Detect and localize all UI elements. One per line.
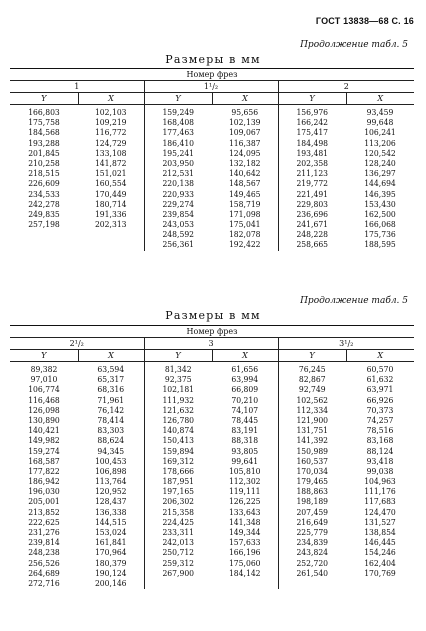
table-cell: 156,976 [296, 108, 329, 118]
table-cell: 130,890 [28, 415, 60, 426]
table-cell: 211,123 [296, 169, 329, 180]
table-cell: 149,982 [28, 436, 60, 447]
table-cell: 66,926 [366, 395, 394, 406]
table-cell: 216,649 [296, 517, 329, 528]
table-cell: 150,989 [296, 446, 329, 457]
table-1-col-x: X [346, 93, 414, 105]
table-cell: 229,274 [162, 199, 195, 210]
table-cell: 140,421 [28, 426, 60, 437]
table-cell: 109,219 [94, 118, 127, 129]
table-cell: 248,238 [28, 548, 60, 559]
table-cell: 92,375 [164, 375, 192, 386]
table-cell: 180,714 [94, 199, 127, 210]
table-cell: 109,067 [228, 128, 261, 139]
table-cell: 153,430 [364, 199, 396, 210]
table-cell: 76,142 [97, 405, 125, 416]
table-1-main-header: Номер фрез [10, 69, 414, 81]
table-cell: 234,839 [296, 538, 329, 549]
table-cell: 220,933 [162, 189, 195, 200]
table-cell: 243,824 [296, 548, 329, 559]
table-cell: 89,382 [30, 365, 58, 375]
table-1-col-y: Y [144, 93, 212, 105]
table-cell: 116,468 [28, 395, 60, 406]
table-cell: 202,358 [296, 158, 329, 169]
table-1-column [144, 105, 212, 251]
table-cell: 161,841 [94, 538, 127, 549]
table-cell: 191,336 [94, 209, 127, 220]
table-cell: 141,872 [94, 158, 127, 169]
table-cell: 158,719 [228, 199, 261, 210]
table-cell: 197,165 [162, 487, 195, 498]
table-1-col-x: X [212, 93, 278, 105]
table-cell: 112,334 [296, 405, 329, 416]
table-cell: 102,181 [162, 385, 195, 396]
table-cell: 70,373 [366, 405, 394, 416]
table-cell: 179,465 [296, 477, 329, 488]
table-cell: 170,964 [94, 548, 127, 559]
table-cell: 188,595 [364, 240, 396, 251]
table-cell: 175,736 [364, 230, 396, 241]
table-cell: 175,417 [296, 128, 329, 139]
table-2-main-header: Номер фрез [10, 326, 414, 338]
table-cell: 175,758 [28, 118, 60, 129]
table-cell: 210,258 [28, 158, 60, 169]
table-2-col-y: Y [278, 350, 346, 362]
table-cell: 234,533 [28, 189, 60, 200]
table-cell: 159,249 [162, 108, 195, 118]
table-cell: 160,554 [94, 179, 127, 190]
table-cell: 119,111 [228, 487, 261, 498]
table-cell: 83,303 [97, 426, 125, 437]
table-cell: 168,408 [162, 118, 195, 129]
table-cell: 154,246 [364, 548, 396, 559]
table-cell: 136,338 [94, 507, 127, 518]
table-cell: 88,124 [366, 446, 394, 457]
table-cell: 177,463 [162, 128, 195, 139]
table-1-col-y: Y [278, 93, 346, 105]
table-cell: 184,568 [28, 128, 60, 139]
table-cell: 106,774 [28, 385, 60, 396]
table-cell: 212,531 [162, 169, 195, 180]
table-cell: 242,013 [162, 538, 195, 549]
table-cell: 124,470 [364, 507, 396, 518]
continuation-label-2: Продолжение табл. 5 [300, 296, 408, 306]
table-cell: 226,609 [28, 179, 60, 190]
table-cell: 116,387 [228, 138, 261, 149]
table-2-group-2: 3 [144, 338, 278, 350]
table-2-column [212, 362, 278, 590]
table-cell: 166,242 [296, 118, 329, 129]
table-2-col-x: X [78, 350, 144, 362]
table-cell: 128,437 [94, 497, 127, 508]
table-cell: 239,854 [162, 209, 195, 220]
table-cell: 190,124 [94, 568, 127, 579]
table-cell: 99,641 [231, 456, 259, 467]
table-cell: 151,021 [94, 169, 127, 180]
table-2-column [78, 362, 144, 590]
table-cell: 175,060 [228, 558, 261, 569]
table-cell: 141,392 [296, 436, 329, 447]
table-cell: 220,138 [162, 179, 195, 190]
table-cell: 153,024 [94, 528, 127, 538]
table-1-col-x: X [78, 93, 144, 105]
table-cell: 60,570 [366, 365, 394, 375]
table-cell: 106,241 [364, 128, 396, 139]
table-cell: 117,683 [364, 497, 396, 508]
table-cell: 102,562 [296, 395, 329, 406]
table-cell: 82,867 [298, 375, 326, 386]
table-cell: 106,898 [94, 466, 127, 477]
table-cell: 113,206 [364, 138, 396, 149]
table-1-group-2: 1¹/₂ [144, 81, 278, 93]
table-cell: 120,952 [94, 487, 127, 498]
table-cell: 146,395 [364, 189, 396, 200]
table-cell: 202,313 [94, 220, 127, 231]
table-cell: 168,587 [28, 456, 60, 467]
table-cell: 252,720 [296, 558, 329, 569]
table-cell: 225,779 [296, 528, 329, 538]
table-cell: 213,852 [28, 507, 60, 518]
table-cell: 192,422 [228, 240, 261, 251]
table-cell: 206,302 [162, 497, 195, 508]
table-2-col-y: Y [144, 350, 212, 362]
table-cell: 63,994 [231, 375, 259, 386]
table-cell: 272,716 [28, 578, 60, 589]
table-cell: 136,297 [364, 169, 396, 180]
table-1-column [346, 105, 414, 251]
table-cell: 150,413 [162, 436, 195, 447]
table-cell: 184,498 [296, 138, 329, 149]
table-cell: 233,311 [162, 528, 195, 538]
table-cell: 149,465 [228, 189, 261, 200]
table-cell: 128,240 [364, 158, 396, 169]
table-cell: 222,625 [28, 517, 60, 528]
table-cell: 74,257 [366, 415, 394, 426]
table-cell: 219,772 [296, 179, 329, 190]
table-cell: 243,053 [162, 220, 195, 231]
table-cell: 187,951 [162, 477, 195, 488]
table-2-col-x: X [212, 350, 278, 362]
table-cell: 144,515 [94, 517, 127, 528]
table-cell: 231,276 [28, 528, 60, 538]
table-cell: 200,146 [94, 578, 127, 589]
table-2-column [346, 362, 414, 590]
table-cell: 193,481 [296, 148, 329, 159]
table-cell: 259,312 [162, 558, 195, 569]
table-cell: 160,537 [296, 456, 329, 467]
table-cell: 131,527 [364, 517, 396, 528]
table-cell: 112,302 [228, 477, 261, 488]
table-cell: 261,540 [296, 568, 329, 579]
table-cell: 198,189 [296, 497, 329, 508]
table-cell: 175,041 [228, 220, 261, 231]
table-cell: 105,810 [228, 466, 261, 477]
table-cell: 141,348 [228, 517, 261, 528]
table-cell: 93,459 [366, 108, 394, 118]
table-cell: 149,344 [228, 528, 261, 538]
table-cell: 182,078 [228, 230, 261, 241]
table-cell: 171,098 [228, 209, 261, 220]
table-cell: 111,932 [162, 395, 195, 406]
table-cell: 132,182 [228, 158, 261, 169]
table-cell: 140,642 [228, 169, 261, 180]
table-cell: 61,632 [366, 375, 394, 386]
table-cell: 264,689 [28, 568, 60, 579]
table-cell: 93,418 [366, 456, 394, 467]
table-2-col-y: Y [10, 350, 78, 362]
table-cell: 215,358 [162, 507, 195, 518]
table-cell: 157,633 [228, 538, 261, 549]
table-cell: 113,764 [94, 477, 127, 488]
table-cell: 124,095 [228, 148, 261, 159]
table-2-column [10, 362, 78, 590]
table-cell: 169,312 [162, 456, 195, 467]
table-cell: 66,809 [231, 385, 259, 396]
table-cell: 196,030 [28, 487, 60, 498]
table-cell: 144,694 [364, 179, 396, 190]
table-cell: 186,410 [162, 138, 195, 149]
table-cell: 99,038 [366, 466, 394, 477]
table-cell: 74,107 [231, 405, 259, 416]
table-1-column [212, 105, 278, 251]
table-cell: 76,245 [298, 365, 326, 375]
table-cell: 218,515 [28, 169, 60, 180]
table-cell: 68,316 [97, 385, 125, 396]
table-cell: 78,445 [231, 415, 259, 426]
table-cell: 180,379 [94, 558, 127, 569]
table-cell: 256,361 [162, 240, 195, 251]
table-cell: 201,845 [28, 148, 60, 159]
table-1 [10, 68, 414, 251]
table-cell: 71,961 [97, 395, 125, 406]
table-cell: 116,772 [94, 128, 127, 139]
table-cell: 138,854 [364, 528, 396, 538]
table-cell: 131,751 [296, 426, 329, 437]
table-1-column [10, 105, 78, 251]
table-1-col-y: Y [10, 93, 78, 105]
table-cell: 120,542 [364, 148, 396, 159]
table-cell: 88,624 [97, 436, 125, 447]
table-cell: 121,632 [162, 405, 195, 416]
table-cell: 267,900 [162, 568, 195, 579]
table-1-column [278, 105, 346, 251]
table-2-column [144, 362, 212, 590]
table-cell: 83,168 [366, 436, 394, 447]
table-cell: 146,445 [364, 538, 396, 549]
table-cell: 126,780 [162, 415, 195, 426]
table-2-group-1: 2¹/₂ [10, 338, 144, 350]
table-cell: 256,526 [28, 558, 60, 569]
table-cell: 205,001 [28, 497, 60, 508]
table-cell: 126,098 [28, 405, 60, 416]
table-2-group-3: 3¹/₂ [278, 338, 414, 350]
table-2-column [278, 362, 346, 590]
table-cell: 162,404 [364, 558, 396, 569]
table-cell: 221,491 [296, 189, 329, 200]
table-1-group-3: 2 [278, 81, 414, 93]
table-1-column [78, 105, 144, 251]
table-cell: 83,191 [231, 426, 259, 437]
table-cell: 236,696 [296, 209, 329, 220]
table-cell: 63,594 [97, 365, 125, 375]
table-cell: 170,449 [94, 189, 127, 200]
table-cell: 126,225 [228, 497, 261, 508]
table-cell: 249,835 [28, 209, 60, 220]
table-cell: 104,963 [364, 477, 396, 488]
table-cell: 93,805 [231, 446, 259, 457]
table-cell: 148,567 [228, 179, 261, 190]
table-cell: 159,894 [162, 446, 195, 457]
table-cell: 162,500 [364, 209, 396, 220]
table-cell: 170,034 [296, 466, 329, 477]
table-title-1: Размеры в мм [165, 53, 261, 66]
table-cell: 248,228 [296, 230, 329, 241]
table-cell: 184,142 [228, 568, 261, 579]
page-header: ГОСТ 13838—68 С. 16 [315, 16, 414, 26]
table-cell: 250,712 [162, 548, 195, 559]
table-cell: 88,318 [231, 436, 259, 447]
table-cell: 207,459 [296, 507, 329, 518]
table-cell: 78,414 [97, 415, 125, 426]
table-cell: 170,769 [364, 568, 396, 579]
table-cell: 92,749 [298, 385, 326, 396]
table-cell: 166,068 [364, 220, 396, 231]
table-cell: 241,671 [296, 220, 329, 231]
table-cell: 140,874 [162, 426, 195, 437]
table-title-2: Размеры в мм [165, 309, 261, 322]
table-cell: 133,643 [228, 507, 261, 518]
table-cell: 97,010 [30, 375, 58, 386]
table-cell: 166,803 [28, 108, 60, 118]
table-cell: 193,288 [28, 138, 60, 149]
table-cell: 95,656 [231, 108, 259, 118]
table-cell: 166,196 [228, 548, 261, 559]
table-cell: 248,592 [162, 230, 195, 241]
table-cell: 111,176 [364, 487, 396, 498]
table-cell: 63,971 [366, 385, 394, 396]
table-cell: 178,666 [162, 466, 195, 477]
table-cell: 124,729 [94, 138, 127, 149]
table-cell: 61,656 [231, 365, 259, 375]
table-cell: 257,198 [28, 220, 60, 231]
table-cell: 159,274 [28, 446, 60, 457]
table-cell: 102,139 [228, 118, 261, 129]
table-2-col-x: X [346, 350, 414, 362]
table-cell: 81,342 [164, 365, 192, 375]
table-cell: 203,950 [162, 158, 195, 169]
table-2 [10, 325, 414, 589]
table-cell: 133,108 [94, 148, 127, 159]
table-cell: 188,863 [296, 487, 329, 498]
table-cell: 94,345 [97, 446, 125, 457]
table-cell: 242,278 [28, 199, 60, 210]
table-cell: 195,241 [162, 148, 195, 159]
table-cell: 121,900 [296, 415, 329, 426]
table-cell: 70,210 [231, 395, 259, 406]
table-cell: 186,942 [28, 477, 60, 488]
table-cell: 78,516 [366, 426, 394, 437]
table-cell: 224,425 [162, 517, 195, 528]
continuation-label-1: Продолжение табл. 5 [300, 40, 408, 50]
table-cell: 100,453 [94, 456, 127, 467]
table-cell: 99,648 [366, 118, 394, 129]
table-cell: 229,803 [296, 199, 329, 210]
table-cell: 177,822 [28, 466, 60, 477]
table-cell: 102,103 [94, 108, 127, 118]
table-cell: 239,814 [28, 538, 60, 549]
table-cell: 65,317 [97, 375, 125, 386]
table-1-group-1: 1 [10, 81, 144, 93]
table-cell: 258,665 [296, 240, 329, 251]
